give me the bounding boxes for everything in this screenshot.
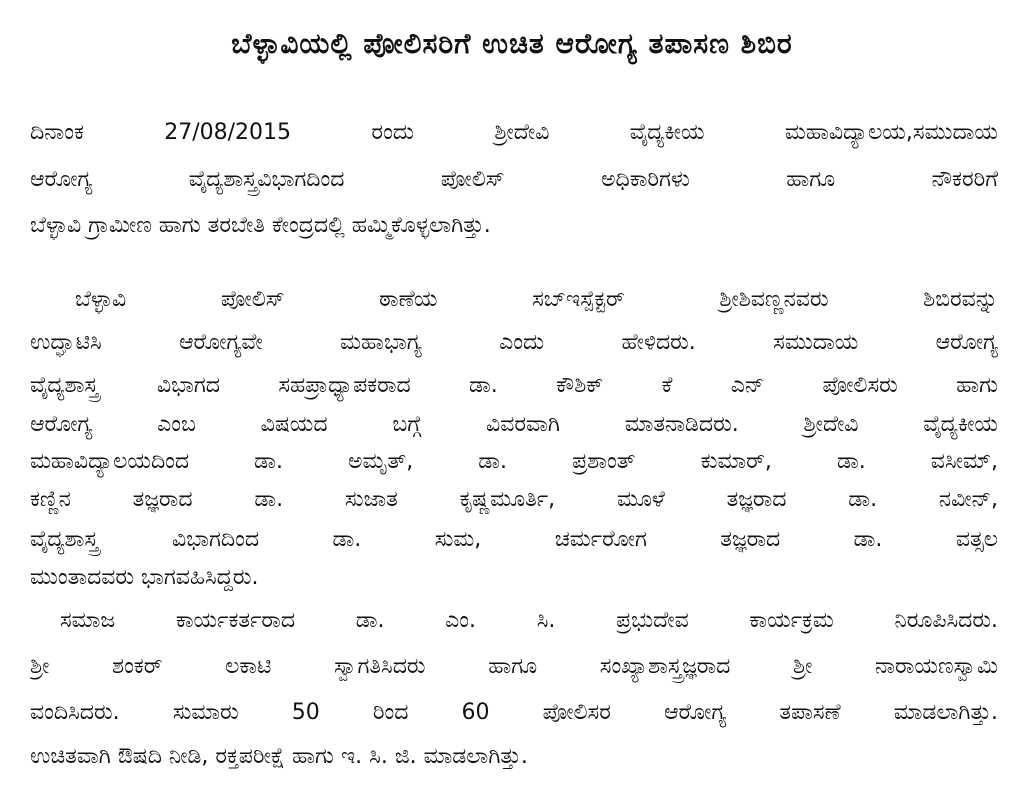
paragraph-3-line-1: ಸಮಾಜ ಕಾರ್ಯಕರ್ತರಾದ ಡಾ. ಎಂ. ಸಿ. ಪ್ರಭುದೇವ ಕಾರ್ಯಕ್ರಮ ನಿರೂಪಿಸಿದರು. bbox=[60, 608, 998, 633]
paragraph-2-line-5: ಮಹಾವಿದ್ಯಾಲಯದಿಂದ ಡಾ. ಅಮೃತ್, ಡಾ. ಪ್ರಶಾಂತ್ ಕುಮಾರ್, ಡಾ. ವಸೀಮ್, bbox=[30, 449, 998, 474]
paragraph-2-line-1: ಬೆಳ್ಳಾವಿ ಪೋಲಿಸ್ ಠಾಣೆಯ ಸಬ್‌ಇಸ್ಪೆಕ್ಟರ್ ಶ್ರೀಶಿವಣ್ಣನವರು ಶಿಬಿರವನ್ನು bbox=[75, 287, 998, 312]
paragraph-2-line-4: ಆರೋಗ್ಯ ಎಂಬ ವಿಷಯದ ಬಗ್ಗೆ ವಿವರವಾಗಿ ಮಾತನಾಡಿದರು. ಶ್ರೀದೇವಿ ವೈದ್ಯಕೀಯ bbox=[30, 412, 998, 437]
paragraph-2-line-2: ಉದ್ಘಾಟಿಸಿ ಆರೋಗ್ಯವೇ ಮಹಾಭಾಗ್ಯ ಎಂದು ಹೇಳಿದರು. ಸಮುದಾಯ ಆರೋಗ್ಯ bbox=[30, 330, 998, 355]
document-title: ಬೆಳ್ಳಾವಿಯಲ್ಲಿ ಪೋಲಿಸರಿಗೆ ಉಚಿತ ಆರೋಗ್ಯ ತಪಾಸಣ ಶಿಬಿರ bbox=[231, 27, 793, 60]
paragraph-3-line-4: ಉಚಿತವಾಗಿ ಔಷದಿ ನೀಡಿ, ರಕ್ತಪರೀಕ್ಷೆ ಹಾಗು ಇ. ಸಿ. ಜಿ. ಮಾಡಲಾಗಿತ್ತು. bbox=[30, 744, 528, 769]
paragraph-1-line-1: ದಿನಾಂಕ 27/08/2015 ರಂದು ಶ್ರೀದೇವಿ ವೈದ್ಯಕೀಯ ಮಹಾವಿದ್ಯಾಲಯ,ಸಮುದಾಯ bbox=[30, 120, 998, 145]
paragraph-1-line-2: ಆರೋಗ್ಯ ವೈದ್ಯಶಾಸ್ತ್ರವಿಭಾಗದಿಂದ ಪೋಲಿಸ್ ಅಧಿಕಾರಿಗಳು ಹಾಗೂ ನೌಕರರಿಗೆ bbox=[30, 167, 998, 192]
paragraph-2-line-6: ಕಣ್ಣಿನ ತಜ್ಞರಾದ ಡಾ. ಸುಜಾತ ಕೃಷ್ಣಮೂರ್ತಿ, ಮೂಳೆ ತಜ್ಞರಾದ ಡಾ. ನವೀನ್, bbox=[30, 487, 998, 512]
paragraph-3-line-3: ವಂದಿಸಿದರು. ಸುಮಾರು 50 ರಿಂದ 60 ಪೋಲಿಸರ ಆರೋಗ್ಯ ತಪಾಸಣೆ ಮಾಡಲಾಗಿತ್ತು. bbox=[30, 700, 998, 725]
paragraph-2-line-7: ವೈದ್ಯಶಾಸ್ತ್ರ ವಿಭಾಗದಿಂದ ಡಾ. ಸುಮ, ಚರ್ಮರೋಗ ತಜ್ಞರಾದ ಡಾ. ವತ್ಸಲ bbox=[30, 527, 998, 552]
paragraph-3-line-2: ಶ್ರೀ ಶಂಕರ್ ಲಕಾಟಿ ಸ್ವಾಗತಿಸಿದರು ಹಾಗೂ ಸಂಖ್ಯಾಶಾಸ್ತ್ರಜ್ಞರಾದ ಶ್ರೀ ನಾರಾಯಣಸ್ವಾಮಿ bbox=[30, 654, 998, 679]
paragraph-1-line-3: ಬೆಳ್ಳಾವಿ ಗ್ರಾಮೀಣ ಹಾಗು ತರಬೇತಿ ಕೇಂದ್ರದಲ್ಲಿ ಹಮ್ಮಿಕೊಳ್ಳಲಾಗಿತ್ತು. bbox=[30, 213, 491, 238]
paragraph-2-line-8: ಮುಂತಾದವರು ಭಾಗವಹಿಸಿದ್ದರು. bbox=[30, 565, 259, 590]
paragraph-2-line-3: ವೈದ್ಯಶಾಸ್ತ್ರ ವಿಭಾಗದ ಸಹಪ್ರಾಧ್ಯಾಪಕರಾದ ಡಾ. ಕೌಶಿಕ್ ಕೆ ಎನ್ ಪೋಲಿಸರು ಹಾಗು bbox=[30, 373, 998, 398]
